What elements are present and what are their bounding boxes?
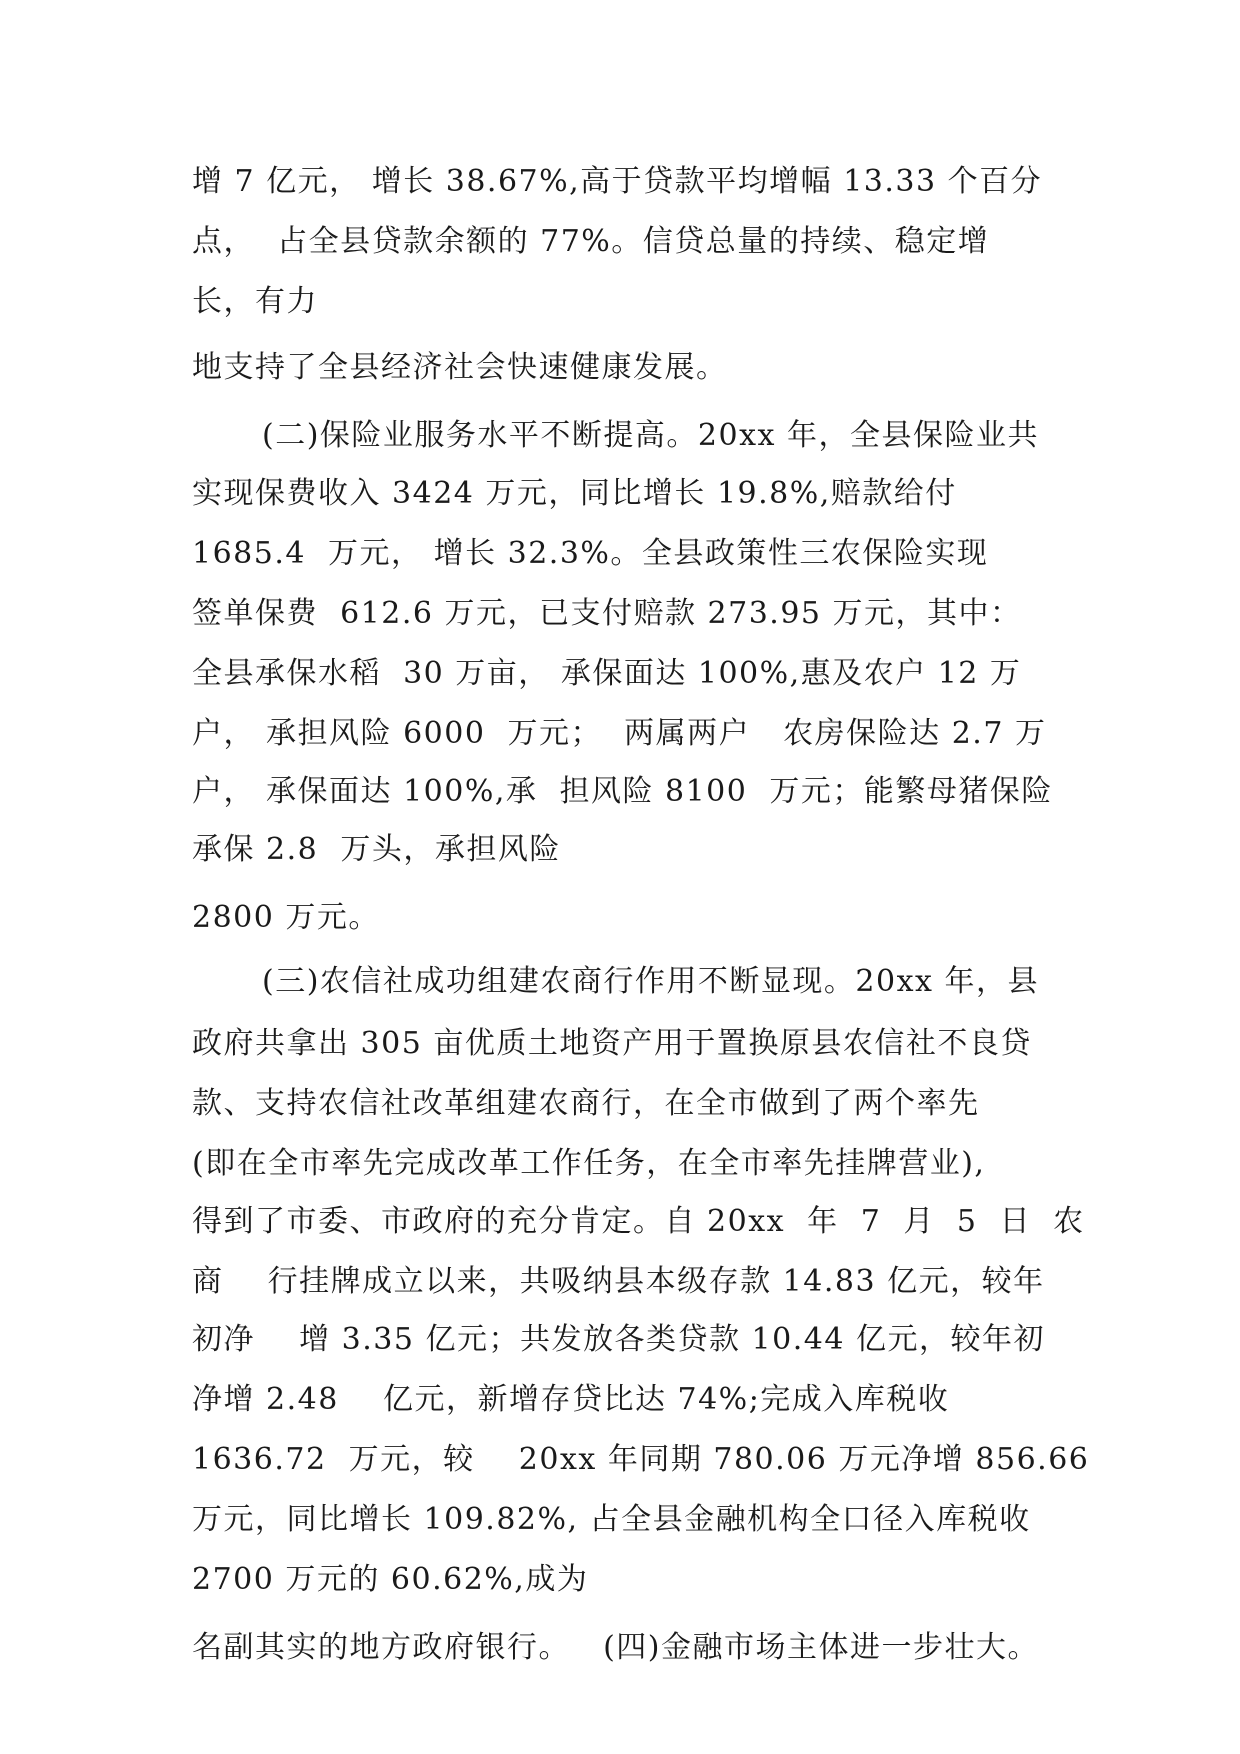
text-line: 全县承保水稻 30 万亩， 承保面达 100%,惠及农户 12 万	[192, 656, 1022, 691]
text-line: 名副其实的地方政府银行。 (四)金融市场主体进一步壮大。	[192, 1630, 1040, 1665]
text-line: 户， 承担风险 6000 万元； 两属两户 农房保险达 2.7 万	[192, 716, 1047, 751]
text-line: 长，有力	[192, 284, 318, 319]
section-heading-3: (三)农信社成功组建农商行作用不断显现。20xx 年，县	[262, 964, 1039, 999]
text-line: 1636.72 万元，较 20xx 年同期 780.06 万元净增 856.66	[192, 1442, 1090, 1477]
text-line: 款、支持农信社改革组建农商行，在全市做到了两个率先	[192, 1086, 980, 1121]
text-line: 增 7 亿元， 增长 38.67%,高于贷款平均增幅 13.33 个百分	[192, 164, 1043, 199]
text-line: 点， 占全县贷款余额的 77%。信贷总量的持续、稳定增	[192, 224, 990, 259]
text-line: 2700 万元的 60.62%,成为	[192, 1562, 589, 1597]
text-line: 政府共拿出 305 亩优质土地资产用于置换原县农信社不良贷	[192, 1026, 1032, 1061]
text-line: 商 行挂牌成立以来，共吸纳县本级存款 14.83 亿元，较年	[192, 1264, 1045, 1299]
text-line: 户， 承保面达 100%,承 担风险 8100 万元；能繁母猪保险	[192, 774, 1053, 809]
text-line: 地支持了全县经济社会快速健康发展。	[192, 350, 728, 385]
text-line: 2800 万元。	[192, 900, 380, 935]
text-line: 初净 增 3.35 亿元；共发放各类贷款 10.44 亿元，较年初	[192, 1322, 1045, 1357]
text-line: 净增 2.48 亿元，新增存贷比达 74%;完成入库税收	[192, 1382, 950, 1417]
text-line: 实现保费收入 3424 万元，同比增长 19.8%,赔款给付	[192, 476, 957, 511]
text-line: 签单保费 612.6 万元，已支付赔款 273.95 万元，其中：	[192, 596, 1022, 631]
text-line: (即在全市率先完成改革工作任务，在全市率先挂牌营业),	[192, 1146, 986, 1181]
section-heading-2: (二)保险业服务水平不断提高。20xx 年，全县保险业共	[262, 418, 1039, 453]
text-line: 承保 2.8 万头，承担风险	[192, 832, 561, 867]
text-line: 万元，同比增长 109.82%, 占全县金融机构全口径入库税收	[192, 1502, 1031, 1537]
text-line: 得到了市委、市政府的充分肯定。自 20xx 年 7 月 5 日 农	[192, 1204, 1085, 1239]
text-line: 1685.4 万元， 增长 32.3%。全县政策性三农保险实现	[192, 536, 989, 571]
